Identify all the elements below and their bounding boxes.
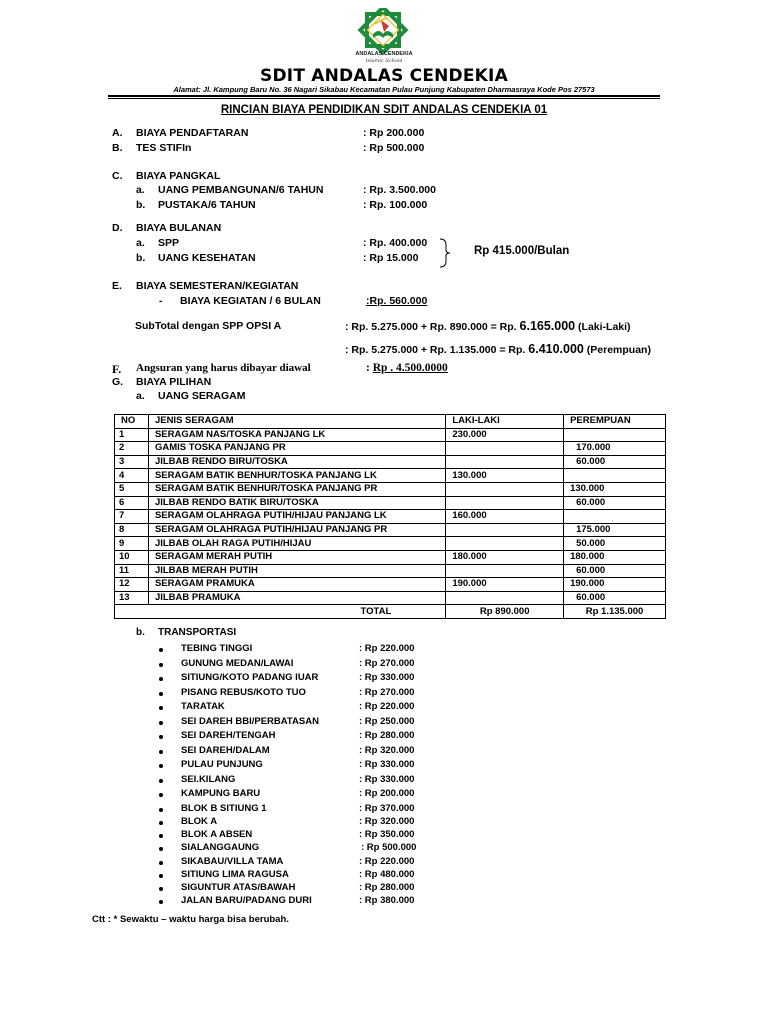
transport-route-price: : Rp 370.000 <box>359 803 415 814</box>
section-d-label: BIAYA BULANAN <box>136 222 222 234</box>
brace-icon <box>438 238 452 268</box>
cell-laki <box>446 482 564 496</box>
cell-perempuan <box>564 469 666 483</box>
cell-perempuan: 60.000 <box>564 455 666 469</box>
bullet-icon <box>159 692 163 696</box>
section-d-item-value: : Rp 15.000 <box>363 252 419 264</box>
transport-route-name: KAMPUNG BARU <box>181 788 261 799</box>
section-f-value: : Rp . 4.500.0000 <box>366 362 448 374</box>
transport-route-price: : Rp 220.000 <box>359 701 415 712</box>
cell-jenis: SERAGAM PRAMUKA <box>148 578 445 592</box>
subtotal-perempuan: : Rp. 5.275.000 + Rp. 1.135.000 = Rp. 6.410.000 (Perempuan) <box>345 342 651 356</box>
section-a-letter: A. <box>112 127 123 139</box>
transport-route-name: PISANG REBUS/KOTO TUO <box>181 687 306 698</box>
section-e-item-label: BIAYA KEGIATAN / 6 BULAN <box>180 295 321 307</box>
table-row <box>115 469 666 483</box>
cell-perempuan: 60.000 <box>564 591 666 605</box>
cell-perempuan <box>564 510 666 524</box>
cell-perempuan: 190.000 <box>564 578 666 592</box>
bullet-icon <box>159 764 163 768</box>
bullet-icon <box>159 721 163 725</box>
section-b-value: : Rp 500.000 <box>363 142 425 154</box>
transport-route-price: : Rp 270.000 <box>359 687 415 698</box>
cell-jenis: SERAGAM BATIK BENHUR/TOSKA PANJANG PR <box>148 482 445 496</box>
transport-route-price: : Rp 280.000 <box>359 730 415 741</box>
section-g-label: BIAYA PILIHAN <box>136 376 212 388</box>
table-row <box>115 550 666 564</box>
cell-perempuan: 50.000 <box>564 537 666 551</box>
column-header-no: NO <box>115 415 149 429</box>
transport-route-name: BLOK B SITIUNG 1 <box>181 803 267 814</box>
section-c-item-letter: b. <box>136 199 146 211</box>
bullet-icon <box>159 663 163 667</box>
cell-perempuan: 170.000 <box>564 442 666 456</box>
cell-laki <box>446 496 564 510</box>
transport-route-price: : Rp 330.000 <box>359 774 415 785</box>
cell-no: 6 <box>115 496 149 510</box>
total-label: TOTAL <box>115 605 446 619</box>
cell-no: 3 <box>115 455 149 469</box>
transport-route-name: BLOK A ABSEN <box>181 829 253 840</box>
bullet-icon <box>159 847 163 851</box>
transport-route-name: SEI DAREH/TENGAH <box>181 730 276 741</box>
bullet-icon <box>159 808 163 812</box>
bullet-icon <box>159 821 163 825</box>
monthly-total: Rp 415.000/Bulan <box>474 245 570 257</box>
transport-route-price: : Rp 200.000 <box>359 788 415 799</box>
bullet-icon <box>159 793 163 797</box>
cell-laki: 230.000 <box>446 428 564 442</box>
transport-route-name: SEI DAREH BBI/PERBATASAN <box>181 716 319 727</box>
transport-route-price: : Rp 480.000 <box>359 869 415 880</box>
logo-subtext: Islamic School <box>365 58 403 64</box>
cell-jenis: JILBAB OLAH RAGA PUTIH/HIJAU <box>148 537 445 551</box>
bullet-icon <box>159 648 163 652</box>
transport-route-name: SEI DAREH/DALAM <box>181 745 270 756</box>
transport-route-price: : Rp 500.000 <box>361 842 417 853</box>
cell-jenis: SERAGAM OLAHRAGA PUTIH/HIJAU PANJANG PR <box>148 523 445 537</box>
total-laki: Rp 890.000 <box>446 605 564 619</box>
section-a-value: : Rp 200.000 <box>363 127 425 139</box>
cell-laki <box>446 523 564 537</box>
transport-route-price: : Rp 320.000 <box>359 745 415 756</box>
bullet-icon <box>159 750 163 754</box>
cell-no: 12 <box>115 578 149 592</box>
transport-route-name: SITIUNG/KOTO PADANG lUAR <box>181 672 319 683</box>
cell-laki <box>446 537 564 551</box>
cell-no: 7 <box>115 510 149 524</box>
section-g-letter: G. <box>112 376 124 388</box>
table-row <box>115 428 666 442</box>
bullet-icon <box>159 900 163 904</box>
transport-route-price: : Rp 220.000 <box>359 856 415 867</box>
transport-route-name: SIGUNTUR ATAS/BAWAH <box>181 882 296 893</box>
cell-jenis: JILBAB PRAMUKA <box>148 591 445 605</box>
table-row <box>115 482 666 496</box>
transport-route-price: : Rp 280.000 <box>359 882 415 893</box>
cell-jenis: JILBAB MERAH PUTIH <box>148 564 445 578</box>
transport-route-name: SITIUNG LIMA RAGUSA <box>181 869 289 880</box>
section-d-item-letter: a. <box>136 237 145 249</box>
section-d-letter: D. <box>112 222 123 234</box>
bullet-icon <box>159 861 163 865</box>
bullet-icon <box>159 779 163 783</box>
cell-no: 4 <box>115 469 149 483</box>
transport-route-price: : Rp 270.000 <box>359 658 415 669</box>
cell-perempuan: 130.000 <box>564 482 666 496</box>
logo-text: ANDALAS CENDEKIA <box>355 51 413 57</box>
section-d-item-label: UANG KESEHATAN <box>158 252 256 264</box>
table-row <box>115 510 666 524</box>
cell-perempuan: 60.000 <box>564 496 666 510</box>
table-row <box>115 523 666 537</box>
section-d-item-letter: b. <box>136 252 146 264</box>
table-row <box>115 564 666 578</box>
section-c-item-label: PUSTAKA/6 TAHUN <box>158 199 256 211</box>
document-title: RINCIAN BIAYA PENDIDIKAN SDIT ANDALAS CENDEKIA 01 <box>220 104 548 116</box>
cell-laki <box>446 455 564 469</box>
cell-perempuan: 180.000 <box>564 550 666 564</box>
school-name: SDIT ANDALAS CENDEKIA <box>260 66 508 86</box>
section-c-item-value: : Rp. 3.500.000 <box>363 184 436 196</box>
cell-laki: 130.000 <box>446 469 564 483</box>
bullet-icon <box>159 677 163 681</box>
section-c-letter: C. <box>112 170 123 182</box>
column-header-jenis: JENIS SERAGAM <box>148 415 445 429</box>
cell-perempuan: 175.000 <box>564 523 666 537</box>
transport-route-name: SIALANGGAUNG <box>181 842 260 853</box>
subtotal-laki: : Rp. 5.275.000 + Rp. 890.000 = Rp. 6.165.000 (Laki-Laki) <box>345 319 631 333</box>
cell-jenis: SERAGAM BATIK BENHUR/TOSKA PANJANG LK <box>148 469 445 483</box>
column-header-perempuan: PEREMPUAN <box>564 415 666 429</box>
transport-route-price: : Rp 250.000 <box>359 716 415 727</box>
transport-route-price: : Rp 330.000 <box>359 672 415 683</box>
section-g-sub-letter: a. <box>136 390 145 402</box>
cell-jenis: SERAGAM OLAHRAGA PUTIH/HIJAU PANJANG LK <box>148 510 445 524</box>
footer-note: Ctt : * Sewaktu – waktu harga bisa berubah. <box>92 914 289 925</box>
table-row <box>115 591 666 605</box>
subtotal-label: SubTotal dengan SPP OPSI A <box>135 320 282 332</box>
section-g-sub-label: UANG SERAGAM <box>158 390 246 402</box>
school-address: Alamat: Jl. Kampung Baru No. 36 Nagari Sikabau Kecamatan Pulau Punjung Kabupaten Dharmasraya Kode Pos 27573 <box>173 85 595 94</box>
section-a-label: BIAYA PENDAFTARAN <box>136 127 249 139</box>
total-perempuan: Rp 1.135.000 <box>564 605 666 619</box>
table-row <box>115 442 666 456</box>
uniform-price-table <box>114 414 666 619</box>
bullet-icon <box>159 834 163 838</box>
cell-perempuan <box>564 428 666 442</box>
transport-route-price: : Rp 350.000 <box>359 829 415 840</box>
cell-no: 11 <box>115 564 149 578</box>
transport-route-name: SIKABAU/VILLA TAMA <box>181 856 284 867</box>
cell-laki: 160.000 <box>446 510 564 524</box>
cell-jenis: SERAGAM MERAH PUTIH <box>148 550 445 564</box>
cell-no: 8 <box>115 523 149 537</box>
transport-route-name: BLOK A <box>181 816 218 827</box>
transport-label: TRANSPORTASI <box>158 627 237 638</box>
transport-route-price: : Rp 320.000 <box>359 816 415 827</box>
transport-route-name: SEI.KILANG <box>181 774 236 785</box>
section-b-letter: B. <box>112 142 123 154</box>
cell-laki: 190.000 <box>446 578 564 592</box>
table-header-row <box>115 415 666 429</box>
transport-route-name: TEBING TINGGI <box>181 643 253 654</box>
section-c-item-label: UANG PEMBANGUNAN/6 TAHUN <box>158 184 324 196</box>
cell-laki <box>446 591 564 605</box>
transport-route-name: TARATAK <box>181 701 225 712</box>
table-total-row <box>115 605 666 619</box>
section-d-item-value: : Rp. 400.000 <box>363 237 428 249</box>
table-row <box>115 537 666 551</box>
cell-no: 13 <box>115 591 149 605</box>
section-e-letter: E. <box>112 280 122 292</box>
cell-jenis: JILBAB RENDO BATIK BIRU/TOSKA <box>148 496 445 510</box>
cell-jenis: SERAGAM NAS/TOSKA PANJANG LK <box>148 428 445 442</box>
transport-route-name: GUNUNG MEDAN/LAWAI <box>181 658 294 669</box>
header-divider <box>108 95 660 97</box>
section-c-item-value: : Rp. 100.000 <box>363 199 428 211</box>
section-d-item-label: SPP <box>158 237 180 249</box>
table-row <box>115 578 666 592</box>
cell-laki <box>446 564 564 578</box>
cell-jenis: GAMIS TOSKA PANJANG PR <box>148 442 445 456</box>
cell-perempuan: 60.000 <box>564 564 666 578</box>
cell-no: 2 <box>115 442 149 456</box>
transport-route-price: : Rp 220.000 <box>359 643 415 654</box>
bullet-icon <box>159 887 163 891</box>
table-row <box>115 455 666 469</box>
transport-letter: b. <box>136 627 145 638</box>
transport-route-price: : Rp 380.000 <box>359 895 415 906</box>
cell-no: 10 <box>115 550 149 564</box>
bullet-icon <box>159 706 163 710</box>
bullet-icon <box>159 874 163 878</box>
cell-laki: 180.000 <box>446 550 564 564</box>
cell-no: 5 <box>115 482 149 496</box>
table-row <box>115 496 666 510</box>
section-e-item-value: :Rp. 560.000 <box>366 295 428 307</box>
column-header-laki: LAKI-LAKI <box>446 415 564 429</box>
cell-no: 1 <box>115 428 149 442</box>
section-f-letter: F. <box>112 362 122 376</box>
cell-no: 9 <box>115 537 149 551</box>
section-c-item-letter: a. <box>136 184 145 196</box>
cell-laki <box>446 442 564 456</box>
cell-jenis: JILBAB RENDO BIRU/TOSKA <box>148 455 445 469</box>
section-e-dash: - <box>159 295 163 307</box>
section-e-label: BIAYA SEMESTERAN/KEGIATAN <box>136 280 299 292</box>
transport-route-price: : Rp 330.000 <box>359 759 415 770</box>
section-c-label: BIAYA PANGKAL <box>136 170 221 182</box>
section-b-label: TES STIFIn <box>136 142 192 154</box>
section-f-label: Angsuran yang harus dibayar diawal <box>136 362 311 374</box>
transport-route-name: JALAN BARU/PADANG DURI <box>181 895 312 906</box>
bullet-icon <box>159 735 163 739</box>
header-divider-thin <box>108 98 660 99</box>
transport-route-name: PULAU PUNJUNG <box>181 759 263 770</box>
